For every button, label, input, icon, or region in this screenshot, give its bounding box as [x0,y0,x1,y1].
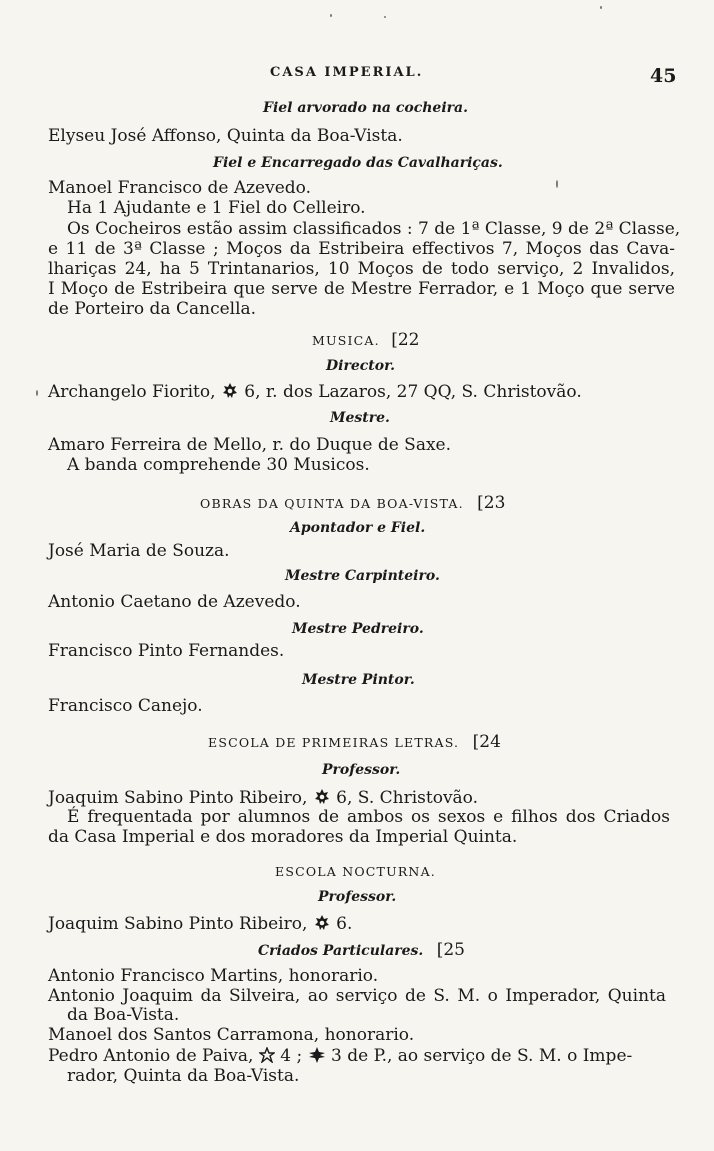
subheading-fiel-cocheira: Fiel arvorado na cocheira. [263,100,468,116]
criados-entry-antonio-joaquim-cont: da Boa-Vista. [67,1005,180,1025]
nocturna-heading: ESCOLA NOCTURNA. [275,864,436,879]
criados-entry-antonio-joaquim: Antonio Joaquim da Silveira, ao serviço de S. M. o Imperador, Quinta [48,986,666,1006]
obras-section-number: [23 [477,493,506,513]
criados-entry-manoel-santos: Manoel dos Santos Carramona, honorario. [48,1025,415,1045]
criados-entry-antonio-francisco: Antonio Francisco Martins, honorario. [48,966,379,986]
cocheiros-line-3: lhariças 24, ha 5 Trintanarios, 10 Moços de todo serviço, 2 Invalidos, [48,259,675,279]
print-speck [384,16,386,18]
note-ajudante: Ha 1 Ajudante e 1 Fiel do Celleiro. [67,198,366,218]
nocturna-professor-entry [48,914,352,934]
criados-pedro-name: Pedro Antonio de Paiva, [48,1046,254,1066]
obras-title: OBRAS DA QUINTA DA BOA-VISTA. [200,496,464,511]
maltese-cross-icon [308,1046,326,1066]
obras-heading [200,493,505,514]
escola-title: ESCOLA DE PRIMEIRAS LETRAS. [208,735,460,750]
order-badge-icon [313,788,331,808]
escola-professor-address: 6, S. Christovão. [336,788,479,808]
musica-title: MUSICA. [312,333,380,348]
cocheiros-line-1: Os Cocheiros estão assim classificados : 7 de 1ª Classe, 9 de 2ª Classe, [67,219,681,239]
escola-professor-entry [48,788,478,808]
musica-director-name: Archangelo Fiorito, [48,382,216,402]
nocturna-professor-name: Joaquim Sabino Pinto Ribeiro, [48,914,308,934]
entry-elyseu: Elyseu José Affonso, Quinta da Boa-Vista. [48,126,403,146]
obras-label-pedreiro: Mestre Pedreiro. [292,621,424,637]
page-number: 45 [650,65,677,87]
print-speck [600,6,602,9]
order-badge-icon [313,914,331,934]
print-speck [330,14,332,17]
criados-title: Criados Particulares. [258,943,424,959]
order-badge-icon [221,382,239,402]
escola-heading [208,732,501,753]
escola-note-line-1: É frequentada por alumnos de ambos os sexos e filhos dos Criados [67,807,670,827]
running-title: CASA IMPERIAL. [270,65,424,80]
criados-heading [258,940,465,961]
obras-entry-antonio: Antonio Caetano de Azevedo. [48,592,301,612]
criados-pedro-rest: 3 de P., ao serviço de S. M. o Impe- [331,1046,633,1066]
criados-entry-pedro [48,1046,632,1066]
criados-pedro-order: 4 ; [280,1046,303,1066]
cocheiros-line-4: I Moço de Estribeira que serve de Mestre Ferrador, e 1 Moço que serve [48,279,675,299]
obras-label-carpinteiro: Mestre Carpinteiro. [285,568,440,584]
obras-label-apontador: Apontador e Fiel. [290,520,426,536]
subheading-fiel-cavalharicas: Fiel e Encarregado das Cavalhariças. [213,155,503,171]
print-speck [36,390,38,396]
musica-director-entry [48,382,582,402]
musica-director-label: Director. [326,358,396,374]
musica-section-number: [22 [391,330,420,350]
obras-entry-francisco-canejo: Francisco Canejo. [48,696,203,716]
musica-heading [312,330,419,351]
musica-director-address: 6, r. dos Lazaros, 27 QQ, S. Christovão. [244,382,582,402]
criados-section-number: [25 [436,940,465,960]
musica-mestre-label: Mestre. [330,410,390,426]
obras-entry-jose: José Maria de Souza. [48,541,230,561]
escola-professor-label: Professor. [322,762,401,778]
cocheiros-line-5: de Porteiro da Cancella. [48,299,257,319]
musica-mestre-entry: Amaro Ferreira de Mello, r. do Duque de Saxe. [48,435,452,455]
escola-section-number: [24 [472,732,501,752]
escola-note-line-2: da Casa Imperial e dos moradores da Imperial Quinta. [48,827,518,847]
print-speck [556,180,558,188]
musica-note: A banda comprehende 30 Musicos. [67,455,370,475]
escola-professor-name: Joaquim Sabino Pinto Ribeiro, [48,788,308,808]
star-cross-icon [259,1046,275,1066]
obras-entry-francisco-pinto: Francisco Pinto Fernandes. [48,641,285,661]
cocheiros-line-2: e 11 de 3ª Classe ; Moços da Estribeira effectivos 7, Moços das Cava- [48,239,675,259]
nocturna-professor-address: 6. [336,914,353,934]
criados-entry-pedro-cont: rador, Quinta da Boa-Vista. [67,1066,300,1086]
nocturna-professor-label: Professor. [318,889,397,905]
entry-manoel-francisco: Manoel Francisco de Azevedo. [48,178,312,198]
obras-label-pintor: Mestre Pintor. [302,672,415,688]
